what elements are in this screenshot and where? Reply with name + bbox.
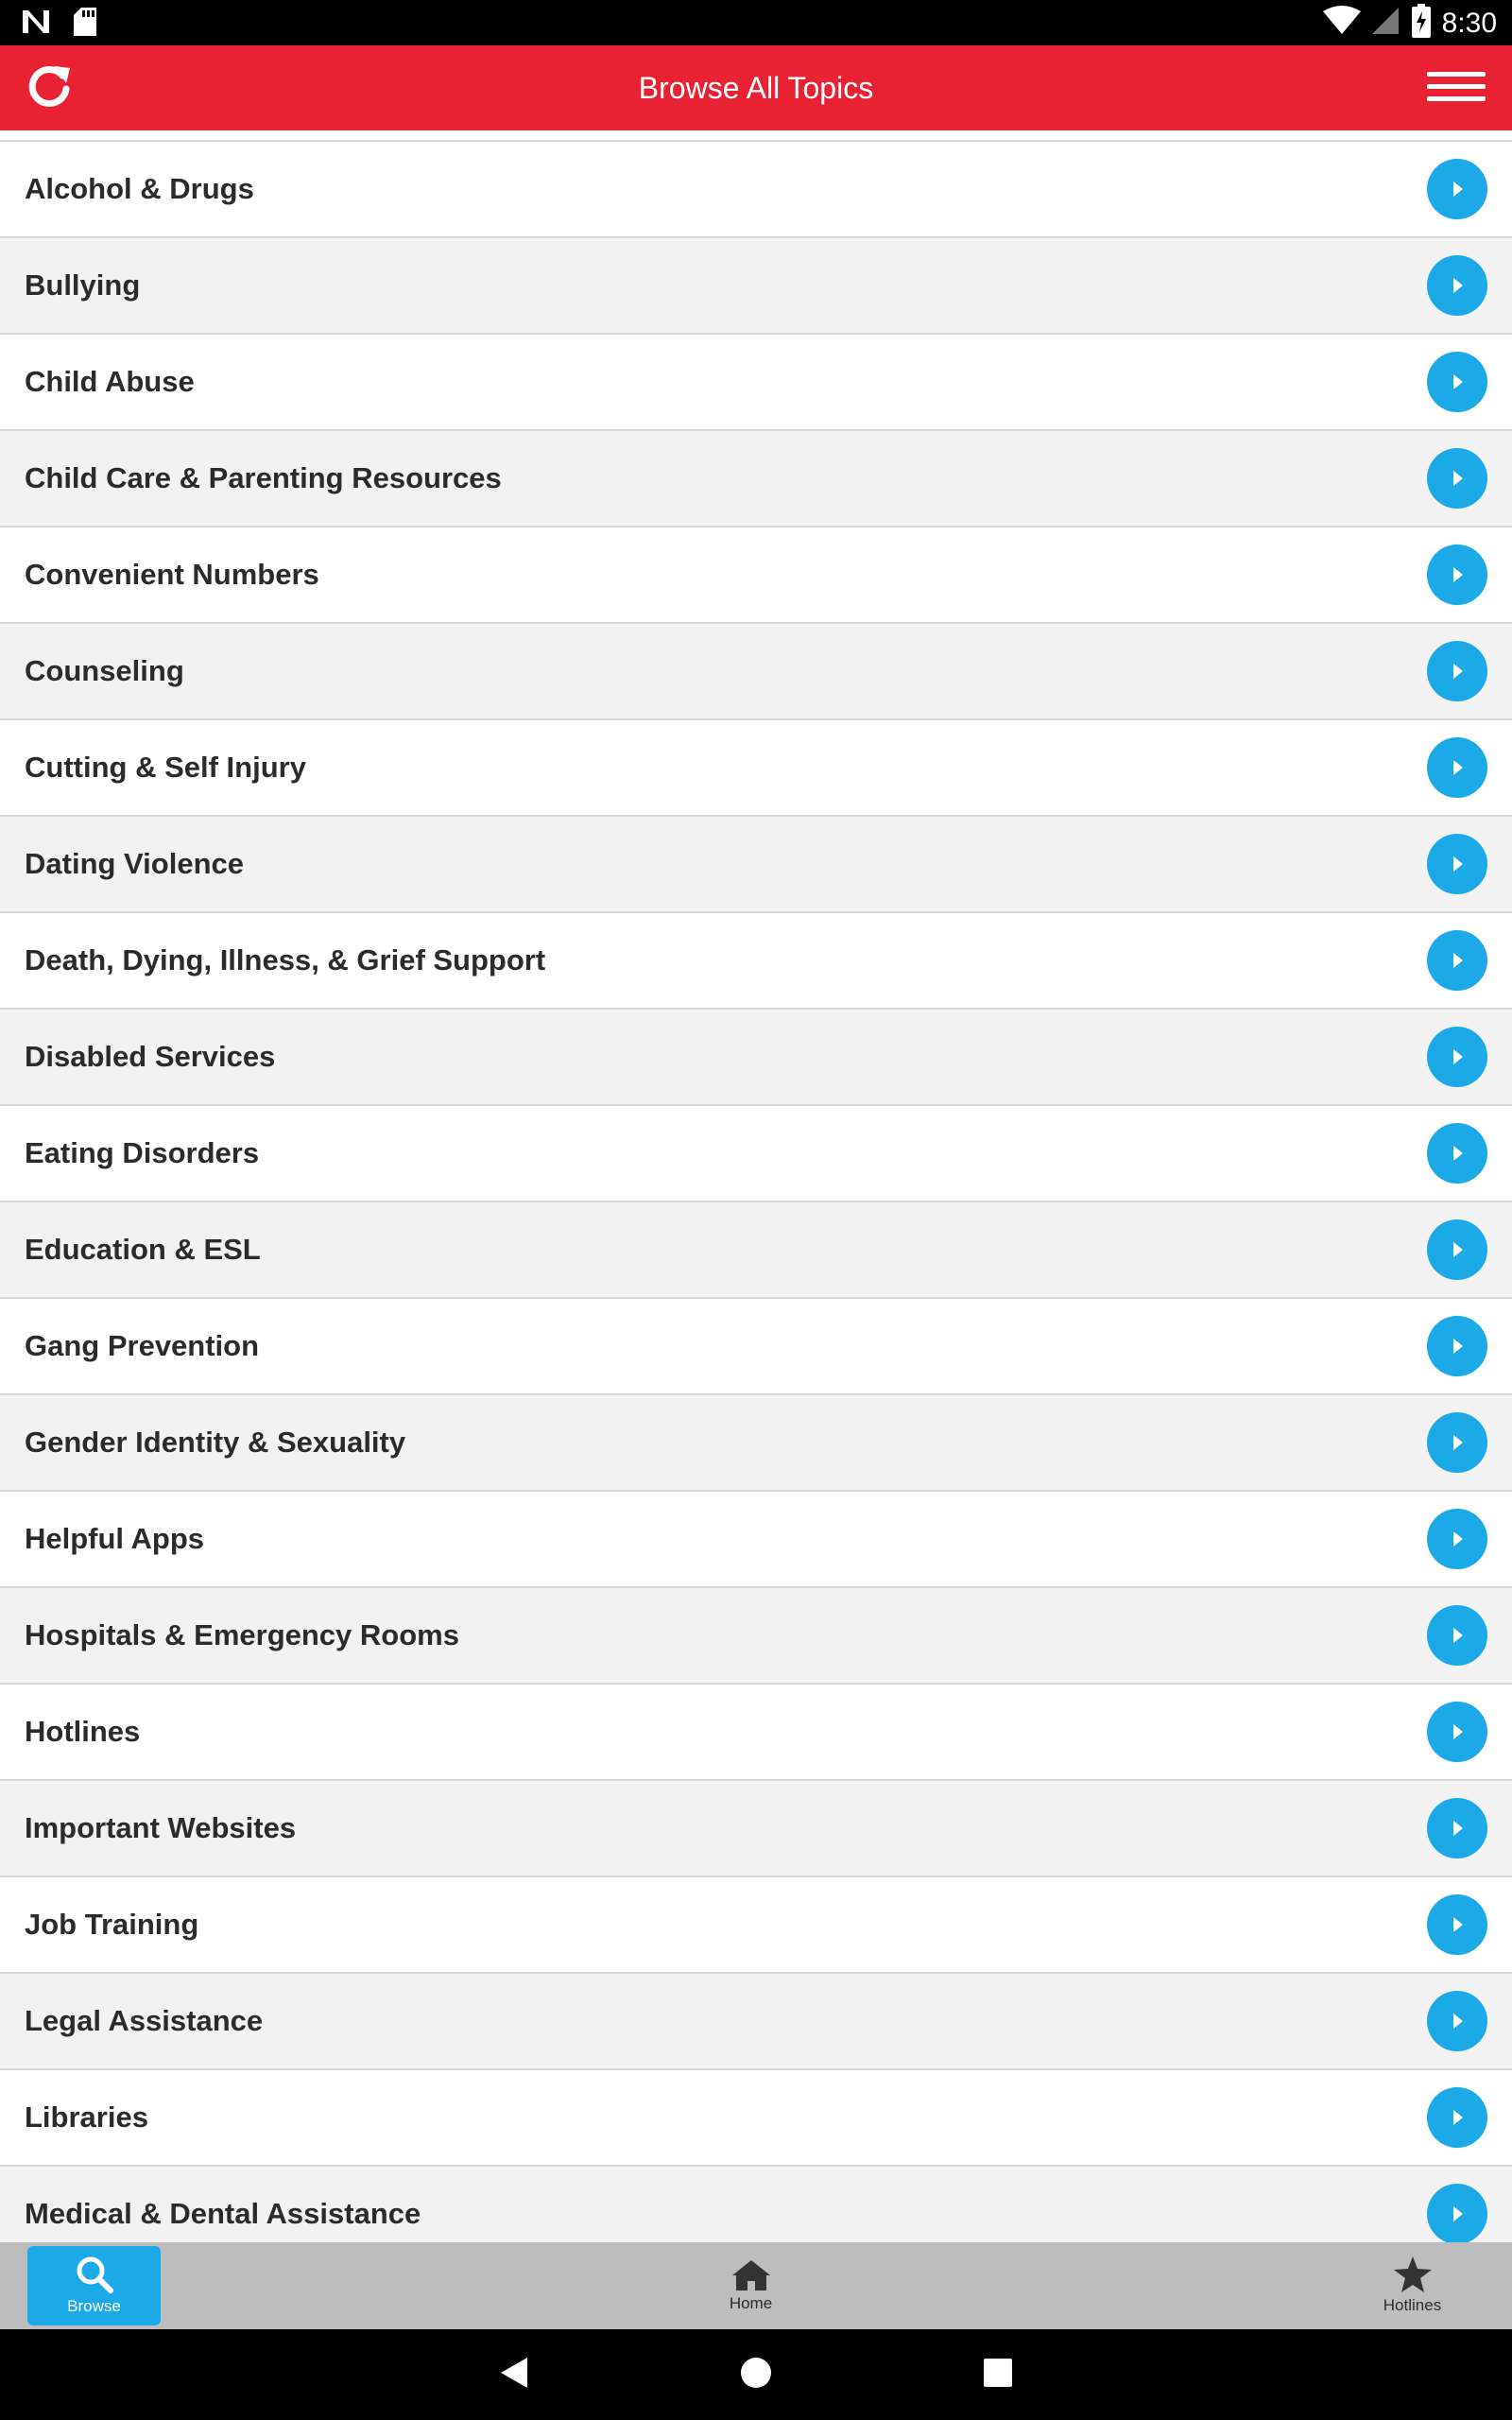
open-topic-button[interactable] <box>1427 1991 1487 2051</box>
open-topic-button[interactable] <box>1427 1798 1487 1858</box>
n-notification-icon <box>21 9 51 40</box>
topic-row[interactable] <box>0 2070 1512 2167</box>
recents-button[interactable] <box>983 2358 1013 2393</box>
topic-label: Job Training <box>25 1908 199 1941</box>
open-topic-button[interactable] <box>1427 544 1487 605</box>
sd-card-icon <box>74 8 96 41</box>
search-icon <box>76 2256 113 2293</box>
topic-row[interactable] <box>0 1877 1512 1974</box>
back-button[interactable] <box>499 2356 529 2394</box>
open-topic-button[interactable] <box>1427 1509 1487 1569</box>
open-topic-button[interactable] <box>1427 1605 1487 1666</box>
home-circle-icon <box>739 2356 773 2390</box>
open-topic-button[interactable] <box>1427 1123 1487 1184</box>
tab-browse-label: Browse <box>67 2297 121 2315</box>
topic-row[interactable] <box>0 431 1512 527</box>
topic-row[interactable] <box>0 1974 1512 2070</box>
topic-label: Counseling <box>25 654 184 687</box>
topic-label: Bullying <box>25 268 141 302</box>
topic-label: Medical & Dental Assistance <box>25 2197 421 2230</box>
battery-charging-icon <box>1412 4 1431 43</box>
chevron-right-icon <box>1427 1123 1487 1184</box>
open-topic-button[interactable] <box>1427 1219 1487 1280</box>
topic-row[interactable] <box>0 1299 1512 1395</box>
chevron-right-icon <box>1427 930 1487 991</box>
home-nav-button[interactable] <box>739 2356 773 2394</box>
status-bar <box>0 0 1512 45</box>
chevron-right-icon <box>1427 1027 1487 1087</box>
open-topic-button[interactable] <box>1427 352 1487 412</box>
app-header <box>0 45 1512 130</box>
topic-label: Gang Prevention <box>25 1329 260 1362</box>
topic-label: Cutting & Self Injury <box>25 751 306 784</box>
tab-hotlines-label: Hotlines <box>1383 2296 1442 2314</box>
open-topic-button[interactable] <box>1427 641 1487 701</box>
open-topic-button[interactable] <box>1427 930 1487 991</box>
open-topic-button[interactable] <box>1427 834 1487 894</box>
open-topic-button[interactable] <box>1427 1894 1487 1955</box>
chevron-right-icon <box>1427 1605 1487 1666</box>
topic-row[interactable] <box>0 720 1512 817</box>
star-icon <box>1394 2256 1432 2292</box>
home-icon <box>732 2258 770 2290</box>
topic-row[interactable] <box>0 1588 1512 1685</box>
open-topic-button[interactable] <box>1427 1702 1487 1762</box>
tab-browse[interactable] <box>27 2246 161 2325</box>
open-topic-button[interactable] <box>1427 1316 1487 1376</box>
menu-button[interactable] <box>1427 72 1486 108</box>
status-time: 8:30 <box>1441 7 1497 39</box>
topic-label: Child Care & Parenting Resources <box>25 461 502 494</box>
topic-label: Alcohol & Drugs <box>25 172 254 205</box>
chevron-right-icon <box>1427 1798 1487 1858</box>
open-topic-button[interactable] <box>1427 255 1487 316</box>
cell-signal-icon <box>1372 6 1400 41</box>
topic-list[interactable] <box>0 140 1512 2242</box>
tab-hotlines[interactable] <box>1346 2246 1479 2325</box>
topic-row[interactable] <box>0 913 1512 1010</box>
chevron-right-icon <box>1427 352 1487 412</box>
chevron-right-icon <box>1427 2087 1487 2148</box>
topic-row[interactable] <box>0 1492 1512 1588</box>
chevron-right-icon <box>1427 448 1487 509</box>
topic-label: Dating Violence <box>25 847 244 880</box>
topic-row[interactable] <box>0 1106 1512 1202</box>
chevron-right-icon <box>1427 544 1487 605</box>
hamburger-menu-icon <box>1427 72 1486 77</box>
back-icon <box>499 2356 529 2390</box>
chevron-right-icon <box>1427 737 1487 798</box>
topic-row[interactable] <box>0 335 1512 431</box>
topic-row[interactable] <box>0 817 1512 913</box>
topic-label: Hotlines <box>25 1715 141 1748</box>
chevron-right-icon <box>1427 1316 1487 1376</box>
topic-label: Libraries <box>25 2100 148 2134</box>
chevron-right-icon <box>1427 2184 1487 2242</box>
topic-row[interactable] <box>0 1395 1512 1492</box>
topic-label: Legal Assistance <box>25 2004 264 2037</box>
chevron-right-icon <box>1427 1509 1487 1569</box>
bottom-tab-bar <box>0 2242 1512 2329</box>
tab-home-label: Home <box>729 2294 773 2312</box>
recents-icon <box>983 2358 1013 2388</box>
chevron-right-icon <box>1427 834 1487 894</box>
open-topic-button[interactable] <box>1427 1027 1487 1087</box>
chevron-right-icon <box>1427 1894 1487 1955</box>
system-nav-bar <box>0 2329 1512 2420</box>
chevron-right-icon <box>1427 1219 1487 1280</box>
topic-row[interactable] <box>0 1781 1512 1877</box>
chevron-right-icon <box>1427 1412 1487 1473</box>
open-topic-button[interactable] <box>1427 737 1487 798</box>
chevron-right-icon <box>1427 159 1487 219</box>
tab-home[interactable] <box>684 2246 817 2325</box>
topic-row[interactable] <box>0 142 1512 238</box>
chevron-right-icon <box>1427 1991 1487 2051</box>
topic-label: Important Websites <box>25 1811 297 1844</box>
topic-label: Child Abuse <box>25 365 195 398</box>
topic-row[interactable] <box>0 1202 1512 1299</box>
chevron-right-icon <box>1427 641 1487 701</box>
page-title: Browse All Topics <box>638 71 874 105</box>
topic-label: Death, Dying, Illness, & Grief Support <box>25 943 546 977</box>
open-topic-button[interactable] <box>1427 1412 1487 1473</box>
topic-row[interactable] <box>0 2167 1512 2242</box>
topic-row[interactable] <box>0 238 1512 335</box>
topic-label: Hospitals & Emergency Rooms <box>25 1618 459 1651</box>
topic-label: Convenient Numbers <box>25 558 319 591</box>
open-topic-button[interactable] <box>1427 2184 1487 2242</box>
topic-label: Eating Disorders <box>25 1136 260 1169</box>
chevron-right-icon <box>1427 1702 1487 1762</box>
topic-row[interactable] <box>0 624 1512 720</box>
open-topic-button[interactable] <box>1427 448 1487 509</box>
chevron-right-icon <box>1427 255 1487 316</box>
topic-row[interactable] <box>0 1685 1512 1781</box>
topic-label: Education & ESL <box>25 1233 261 1266</box>
open-topic-button[interactable] <box>1427 2087 1487 2148</box>
topic-row[interactable] <box>0 1010 1512 1106</box>
wifi-icon <box>1323 6 1361 41</box>
topic-row[interactable] <box>0 527 1512 624</box>
topic-label: Disabled Services <box>25 1040 276 1073</box>
topic-label: Helpful Apps <box>25 1522 205 1555</box>
open-topic-button[interactable] <box>1427 159 1487 219</box>
topic-label: Gender Identity & Sexuality <box>25 1426 406 1459</box>
